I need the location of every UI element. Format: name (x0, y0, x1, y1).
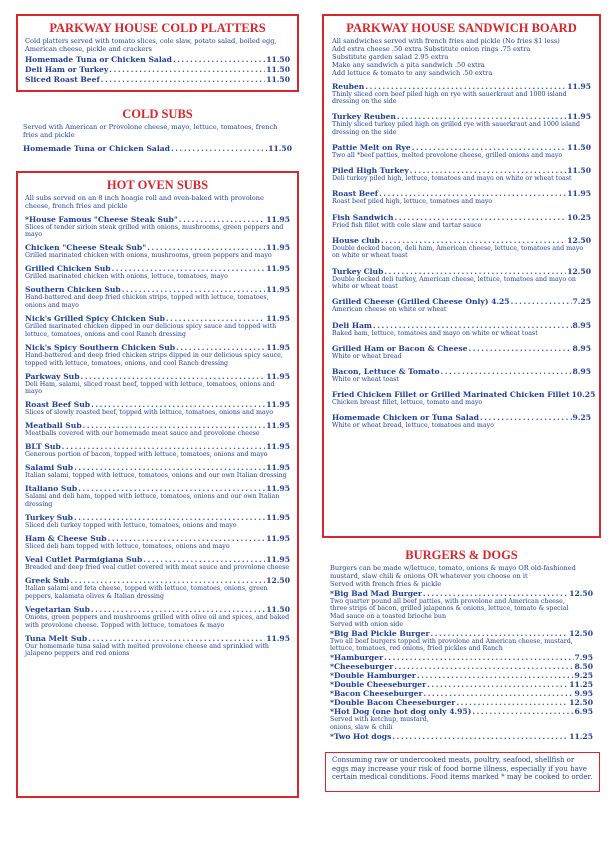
menu-item-name: Sliced Roast Beef (25, 74, 100, 84)
menu-item-row (330, 629, 593, 638)
menu-item (332, 236, 591, 261)
menu-item-price: 8.95 (572, 320, 591, 330)
menu-item-name: Greek Sub (25, 576, 70, 586)
menu-item-row (25, 513, 290, 522)
dot-leader (430, 629, 568, 638)
menu-item-row (25, 400, 290, 409)
menu-item-row (332, 389, 596, 399)
menu-item-row (332, 267, 591, 276)
menu-item-name: *House Famous "Cheese Steak Sub" (25, 214, 178, 224)
dot-leader (147, 243, 265, 252)
menu-item-price: 11.95 (266, 264, 290, 274)
menu-item-name: Turkey Sub (25, 513, 73, 523)
sandwich-board-intro-line: Add lettuce & tomato to any sandwich .50 extra (332, 68, 493, 77)
menu-item-row (332, 213, 591, 222)
menu-item (25, 215, 290, 240)
menu-item-price: 12.50 (266, 576, 290, 586)
menu-item-name: *Cheeseburger (330, 662, 394, 672)
menu-item-row (25, 576, 290, 585)
menu-item-row (25, 215, 290, 224)
menu-item-name: *Two Hot dogs (330, 731, 392, 741)
cold-subs-intro: Served with American or Provolone cheese, mayo, lettuce, tomatoes, french fries and pickle (23, 122, 278, 139)
menu-item-name: Homemade Chicken or Tuna Salad (332, 412, 479, 422)
menu-item-row (332, 413, 591, 422)
menu-item-row (330, 707, 593, 716)
cold-platters-title: PARKWAY HOUSE COLD PLATTERS (49, 21, 266, 35)
burgers-intro-line: mustard, slaw chili & onions OR whatever you choose on it (330, 571, 528, 580)
menu-item-description: Double decked deli turkey, American cheese, lettuce, tomatoes and mayo on white or wheat toast (332, 275, 576, 291)
menu-item-description: Italian salami and feta cheese, topped with lettuce, tomatoes, onions, green peppers, kalamata olives & Italian dressing (25, 585, 268, 600)
menu-item-name: Roast Beef Sub (25, 400, 91, 410)
sandwich-board-list (332, 81, 596, 430)
menu-item-price: 10.25 (571, 389, 596, 399)
menu-item-row (332, 321, 591, 330)
dot-leader (74, 513, 265, 522)
menu-item-name: *Hamburger (330, 653, 384, 663)
menu-item (330, 689, 593, 698)
menu-item-description: Grilled marinated chicken with onions, lettuce, tomatoes, mayo (25, 273, 228, 281)
dot-leader (365, 82, 566, 91)
dot-leader (417, 671, 574, 680)
menu-item-description: Hand-battered and deep fried chicken strips, topped with lettuce, tomatoes, onions and mayo (25, 294, 269, 310)
menu-item-price: 11.95 (266, 513, 290, 523)
menu-item-row (25, 65, 290, 74)
dot-leader (112, 264, 266, 273)
menu-item-row (330, 680, 593, 689)
menu-item (332, 189, 591, 206)
menu-item (332, 297, 591, 314)
sandwich-board-intro-line: Substitute garden salad 2.95 extra (332, 52, 449, 61)
menu-item-name: Parkway Sub (25, 371, 80, 381)
menu-item-price: 11.25 (569, 731, 593, 741)
menu-item-price: 12.50 (567, 266, 591, 276)
menu-item-name: *Big Bad Mad Burger (330, 588, 422, 598)
menu-item-price: 11.95 (266, 484, 290, 494)
dot-leader (480, 413, 572, 422)
menu-item (330, 707, 593, 732)
menu-item-row (25, 343, 290, 352)
menu-item-description: Deli Ham, salami, sliced roast beef, topped with lettuce, tomatoes, onions and mayo (25, 380, 275, 396)
hot-oven-subs-title: HOT OVEN SUBS (106, 178, 209, 192)
menu-item-name: *Double Cheeseburger (330, 680, 427, 690)
dot-leader (176, 343, 265, 352)
menu-item-description: Breaded and deep fried veal cutlet covered with meat sauce and provolone cheese (25, 564, 290, 572)
menu-item (25, 634, 290, 659)
menu-item-name: Nick's Grilled Spicy Chicken Sub (25, 314, 165, 324)
menu-item-description: Slices of slowly roasted beef, topped with lettuce, tomatoes, onions and mayo (25, 409, 274, 417)
menu-item-row (25, 75, 290, 84)
dot-leader (122, 285, 265, 294)
menu-item-name: Roast Beef (332, 189, 379, 199)
menu-item-price: 10.25 (567, 212, 591, 222)
menu-item (25, 243, 290, 260)
menu-item-name: Piled High Turkey (332, 166, 409, 176)
menu-item-price: 11.95 (266, 400, 290, 410)
dot-leader (423, 589, 568, 598)
menu-item-name: Deli Ham or Turkey (25, 64, 109, 74)
cold-platters-list (25, 55, 290, 84)
dot-leader (394, 662, 573, 671)
menu-item (25, 442, 290, 459)
menu-item-name: Meatball Sub (25, 421, 82, 431)
dot-leader (70, 576, 265, 585)
menu-item-row (330, 662, 593, 671)
menu-item-name: *Big Bad Pickle Burger (330, 628, 430, 638)
menu-item-row (25, 264, 290, 273)
menu-item-name: Tuna Melt Sub (25, 633, 88, 643)
cold-platters-intro: Cold platters served with tomato slices, cole slaw, potato salad, boiled egg, American cheese, pickle and crackers (25, 36, 277, 53)
burgers-intro-line: Served with french fries & pickle (330, 579, 442, 588)
menu-item-price: 11.50 (266, 64, 290, 74)
menu-item (330, 680, 593, 689)
dot-leader (88, 634, 265, 643)
dot-leader (511, 297, 572, 306)
menu-item-price: 11.50 (268, 143, 292, 153)
menu-item (332, 321, 591, 338)
menu-item (25, 55, 290, 64)
menu-item-name: Chicken "Cheese Steak Sub" (25, 243, 147, 253)
menu-item-price: 11.25 (569, 680, 593, 690)
menu-item-description: Double decked bacon, deli ham, American cheese, lettuce, tomatoes and mayo on white or wheat toast (332, 244, 584, 260)
food-safety-text: Consuming raw or undercooked meats, poultry, seafood, shellfish or eggs may increase your risk of food borne illness, especially if you have certain medical conditions. Food items marked * may be cooked to order. (332, 756, 593, 782)
menu-item (332, 267, 591, 292)
menu-item-name: Turkey Reuben (332, 112, 396, 122)
sandwich-board-intro (332, 37, 591, 77)
menu-item-description: Sliced deli ham topped with lettuce, tomatoes, onions and mayo (25, 543, 230, 551)
dot-leader (412, 143, 566, 152)
dot-leader (379, 189, 566, 198)
menu-item-price: 11.95 (266, 534, 290, 544)
menu-item (330, 653, 593, 662)
menu-item-row (25, 634, 290, 643)
menu-item-price: 11.95 (266, 442, 290, 452)
menu-item-name: Ham & Cheese Sub (25, 534, 107, 544)
menu-item-price: 11.95 (266, 214, 290, 224)
dot-leader (74, 463, 265, 472)
menu-item-price: 8.50 (574, 662, 593, 672)
sandwich-board-title: PARKWAY HOUSE SANDWICH BOARD (346, 21, 577, 35)
menu-item-description: Generous portion of bacon, topped with lettuce, tomatoes, onions and mayo (25, 451, 268, 459)
dot-leader (81, 372, 266, 381)
dot-leader (143, 555, 265, 564)
menu-item-description-line: onions, slaw & chili (330, 724, 393, 732)
dot-leader (441, 367, 572, 376)
menu-item (25, 534, 290, 551)
menu-item-row (332, 112, 591, 121)
menu-item-name: *Bacon Cheeseburger (330, 689, 423, 699)
menu-item-description-line: three strips of bacon, grilled jalapenos & onions, lettuce, tomato & special (330, 605, 569, 613)
food-safety-warning (325, 752, 600, 792)
menu-item-row (25, 314, 290, 323)
sandwich-board-intro-line: All sandwiches served with french fries and pickle (No fries $1 less) (332, 36, 560, 45)
menu-item-name: *Hot Dog (one hot dog only 4.95) (330, 707, 472, 717)
menu-item-name: Grilled Cheese (Grilled Cheese Only) 4.25 (332, 297, 510, 307)
menu-item-row (330, 589, 593, 598)
menu-item-row (25, 243, 290, 252)
menu-item (25, 513, 290, 530)
menu-item-price: 11.50 (266, 604, 290, 614)
menu-item-name: Southern Chicken Sub (25, 285, 121, 295)
dot-leader (381, 236, 566, 245)
menu-item-description: White or wheat toast (332, 375, 399, 383)
menu-item-row (330, 653, 593, 662)
menu-item-name: Fish Sandwich (332, 212, 394, 222)
menu-item-row (25, 372, 290, 381)
menu-item (330, 671, 593, 680)
menu-item (25, 343, 290, 368)
menu-item-description-line: lettuce, tomatoes, red onions, fried pickles and Ranch (330, 645, 503, 653)
menu-item (25, 75, 290, 84)
menu-item-price: 12.50 (569, 588, 593, 598)
menu-item-row (332, 143, 591, 152)
menu-item-name: Bacon, Lettuce & Tomato (332, 366, 440, 376)
menu-item (330, 589, 593, 629)
menu-item-row (332, 297, 591, 306)
menu-item-name: Reuben (332, 81, 365, 91)
burgers-intro (330, 564, 593, 588)
menu-item (332, 389, 596, 407)
menu-item-name: Grilled Chicken Sub (25, 264, 111, 274)
menu-item-name: *Double Hamburger (330, 671, 416, 681)
dot-leader (410, 166, 566, 175)
menu-item-row (25, 421, 290, 430)
menu-item-price: 8.95 (572, 366, 591, 376)
menu-item-price: 11.50 (266, 74, 290, 84)
menu-item-row (330, 689, 593, 698)
menu-item-row (25, 463, 290, 472)
menu-item-description: White or wheat bread, lettuce, tomatoes and mayo (332, 421, 494, 429)
menu-item-row (332, 344, 591, 353)
menu-item-name: Vegetarian Sub (25, 604, 90, 614)
menu-item (25, 605, 290, 630)
menu-item-row (25, 442, 290, 451)
menu-item (25, 285, 290, 310)
menu-item-name: Turkey Club (332, 266, 384, 276)
burgers-title: BURGERS & DOGS (405, 548, 518, 562)
menu-item-row (25, 285, 290, 294)
menu-item-row (332, 166, 591, 175)
menu-item-description: Salami and deli ham, topped with lettuce, tomatoes, onions and our own Italian dressing (25, 493, 280, 509)
menu-item-description: Hand-battered and deep fried chicken strips dipped in our delicious spicy sauce, topped with lettuce, tomatoes, onions, and cool Ranch dressing (25, 351, 283, 367)
menu-item (332, 82, 591, 107)
menu-item-description: Thinly sliced turkey piled high on grilled rye with sauerkraut and 1000 island dressing on the side (332, 121, 581, 137)
dot-leader (83, 421, 266, 430)
menu-item-description: Baked ham, lettuce, tomatoes and mayo on white or wheat toast (332, 329, 538, 337)
menu-item (332, 112, 591, 137)
menu-item-description: Deli turkey piled high, lettuce, tomatoes and mayo on white or wheat toast (332, 175, 572, 183)
burgers-intro-line: Burgers can be made w/lettuce, tomato, onions & mayo OR old-fashioned (330, 563, 576, 572)
menu-item-description-line: Two all beef burgers topped with provolone and American cheese, mustard, (330, 637, 573, 645)
menu-item (25, 400, 290, 417)
menu-item-price: 7.95 (574, 653, 593, 663)
menu-item-row (330, 732, 593, 741)
dot-leader (373, 321, 572, 330)
menu-item-row (332, 236, 591, 245)
menu-item (25, 576, 290, 601)
menu-item-name: Deli Ham (332, 320, 372, 330)
menu-item-row (25, 555, 290, 564)
menu-item-description: American cheese on white or wheat (332, 306, 447, 314)
menu-item-price: 11.50 (266, 54, 290, 64)
dot-leader (427, 680, 568, 689)
menu-item-description: Chicken breast fillet, lettuce, tomato and mayo (332, 398, 483, 406)
menu-item (25, 314, 290, 339)
dot-leader (173, 55, 265, 64)
sandwich-board-section (322, 14, 601, 538)
menu-item-row (25, 534, 290, 543)
menu-item-description: Grilled marinated chicken dipped in our delicious spicy sauce and topped with lettuce, tomatoes, onions and cool Ranch dressing (25, 323, 277, 338)
dot-leader (384, 267, 566, 276)
menu-item-name: Salami Sub (25, 463, 74, 473)
menu-item (25, 264, 290, 281)
dot-leader (109, 65, 265, 74)
menu-item-name: Fried Chicken Fillet or Grilled Marinated Chicken Fillet (332, 389, 570, 399)
menu-item (25, 555, 290, 572)
dot-leader (468, 344, 571, 353)
hot-oven-subs-section (16, 171, 299, 798)
dot-leader (384, 653, 573, 662)
dot-leader (101, 75, 265, 84)
menu-item (25, 463, 290, 480)
menu-item-description-line: Two quarter pound all beef patties, with provolone and American cheese, (330, 597, 565, 605)
hot-oven-subs-intro: All subs served on an 8 inch hoagie roll and oven-baked with provolone cheese, french fries and pickle (25, 193, 264, 210)
dot-leader (108, 534, 266, 543)
menu-item-price: 12.50 (569, 698, 593, 708)
menu-item (330, 698, 593, 707)
menu-item-name: Veal Cutlet Parmigiana Sub (25, 555, 143, 565)
menu-item-description: Slices of tender sirloin steak grilled with onions, mushrooms, green peppers and mayo (25, 223, 284, 239)
menu-item-name: Nick's Spicy Southern Chicken Sub (25, 342, 176, 352)
menu-item-price: 7.25 (572, 297, 591, 307)
dot-leader (423, 689, 573, 698)
menu-item (25, 421, 290, 438)
menu-item-price: 9.95 (574, 689, 593, 699)
menu-item-name: House club (332, 235, 380, 245)
menu-item (25, 65, 290, 74)
menu-item-price: 12.50 (569, 628, 593, 638)
menu-item-row (330, 671, 593, 680)
dot-leader (472, 707, 573, 716)
cold-platters-section (16, 14, 299, 92)
dot-leader (78, 484, 265, 493)
menu-item-name: *Double Bacon Cheeseburger (330, 698, 456, 708)
dot-leader (62, 442, 265, 451)
menu-item-price: 11.95 (567, 112, 591, 122)
menu-item-price: 8.95 (572, 343, 591, 353)
menu-item-description-line: Mad sauce on a toasted brioche bun (330, 613, 447, 621)
menu-item-row (25, 55, 290, 64)
dot-leader (166, 314, 265, 323)
menu-item (330, 732, 593, 741)
menu-item (332, 367, 591, 384)
menu-item-name: Italiano Sub (25, 484, 78, 494)
menu-item (25, 484, 290, 509)
menu-item-description: Thinly sliced corn beef piled high on rye with sauerkraut and 1000 island dressing on the side (332, 90, 567, 106)
cold-subs-list (23, 144, 292, 153)
menu-item-price: 11.95 (266, 342, 290, 352)
sandwich-board-intro-line: Add extra cheese .50 extra Substitute onion rings .75 extra (332, 44, 531, 53)
menu-item-price: 11.95 (266, 243, 290, 253)
menu-item-row (23, 144, 292, 153)
menu-item-name: BLT Sub (25, 442, 61, 452)
menu-item-description-line: Served with ketchup, mustard, (330, 716, 429, 724)
menu-item-description: Italian salami, topped with lettuce, tomatoes, onions and our own Italian dressing (25, 472, 287, 480)
menu-item-price: 11.95 (266, 371, 290, 381)
menu-item-price: 11.95 (266, 285, 290, 295)
cold-subs-title: COLD SUBS (122, 107, 193, 121)
dot-leader (397, 112, 566, 121)
dot-leader (171, 144, 267, 153)
burgers-section (322, 549, 601, 741)
menu-item-price: 11.95 (567, 189, 591, 199)
burgers-list (330, 589, 593, 741)
dot-leader (179, 215, 265, 224)
dot-leader (456, 698, 568, 707)
menu-item-row (330, 698, 593, 707)
menu-item-price: 11.95 (266, 633, 290, 643)
menu-item-name: Homemade Tuna or Chicken Salad (23, 143, 170, 153)
hot-oven-subs-list (25, 215, 290, 659)
menu-item-name: Pattie Melt on Rye (332, 143, 411, 153)
menu-item-description: White or wheat bread (332, 352, 402, 360)
menu-item-price: 11.95 (567, 81, 591, 91)
menu-item-price: 12.50 (567, 235, 591, 245)
menu-item-description-line: Served with onion side (330, 620, 404, 628)
menu-item (330, 662, 593, 671)
sandwich-board-intro-line: Make any sandwich a pita sandwich .50 extra (332, 60, 485, 69)
menu-item (332, 413, 591, 430)
menu-item-price: 11.95 (266, 314, 290, 324)
menu-item (330, 629, 593, 654)
menu-item-row (25, 484, 290, 493)
menu-item-price: 9.25 (572, 412, 591, 422)
menu-item (23, 144, 292, 153)
menu-item-row (25, 605, 290, 614)
menu-item-price: 6.95 (574, 707, 593, 717)
menu-item (332, 166, 591, 183)
menu-item-description: Our homemade tuna salad with melted provolone cheese and sprinkled with jalapeno peppers and red onions (25, 642, 269, 658)
menu-item-name: Homemade Tuna or Chicken Salad (25, 54, 172, 64)
menu-item-price: 11.95 (266, 555, 290, 565)
menu-item-description: Meatballs covered with our homemade meat sauce and provolone cheese (25, 430, 260, 438)
menu-item-price: 11.95 (266, 421, 290, 431)
menu-item-description: Onions, green peppers and mushrooms grilled with olive oil and spices, and baked with provolone cheese. Topped with lettuce, tomatoes & mayo (25, 613, 290, 629)
menu-item-row (332, 189, 591, 198)
menu-item (25, 372, 290, 397)
menu-item-description: Grilled marinated chicken with onions, mushrooms, green peppers and mayo (25, 252, 272, 260)
menu-item-description: Fried fish fillet with cole slaw and tartar sauce (332, 221, 482, 229)
menu-item-row (332, 367, 591, 376)
menu-item (332, 213, 591, 230)
menu-item-price: 11.95 (266, 463, 290, 473)
dot-leader (395, 213, 567, 222)
menu-item-price: 11.50 (567, 143, 591, 153)
menu-item (332, 143, 591, 160)
menu-item-row (332, 82, 591, 91)
menu-item-name: Grilled Ham or Bacon & Cheese (332, 343, 468, 353)
menu-item-description: Sliced deli turkey topped with lettuce, tomatoes, onions and mayo (25, 522, 237, 530)
dot-leader (392, 732, 568, 741)
dot-leader (91, 400, 265, 409)
menu-item (332, 344, 591, 361)
menu-item-description: Two all *beef patties, melted provolone cheese, grilled onions and mayo (332, 152, 563, 160)
dot-leader (91, 605, 265, 614)
menu-item-price: 9.25 (574, 671, 593, 681)
menu-item-price: 11.50 (567, 166, 591, 176)
menu-item-description: Roast beef piled high, lettuce, tomatoes and mayo (332, 198, 493, 206)
cold-subs-section (16, 108, 299, 154)
